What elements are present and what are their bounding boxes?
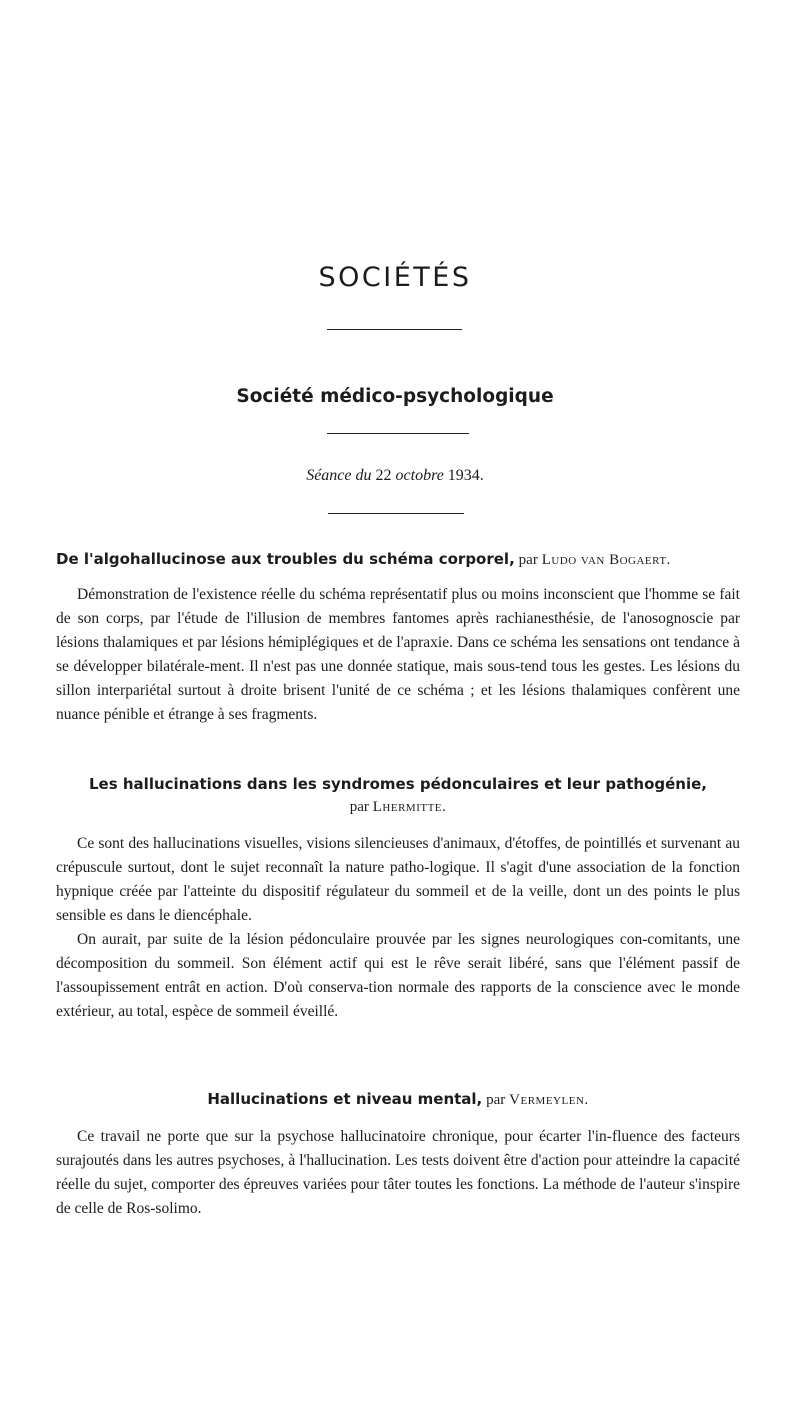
section-par: par [486,1092,506,1108]
section-heading [56,773,740,818]
section-paragraph: On aurait, par suite de la lésion pédonculaire prouvée par les signes neurologiques con-comitants, une décomposition du sommeil. Son élément actif qui est le rêve serait libéré, sans que l'élément passif de l'assoupissement entrât en action. D'où conserva-tion normale des rapports de la conscience avec le monde extérieur, au total, espèce de sommeil éveillé. [56,931,740,1020]
section-author: Ludo van Bogaert. [541,552,671,568]
section-paragraph: Ce travail ne porte que sur la psychose hallucinatoire chronique, pour écarter l'in-fluence des facteurs surajoutés dans les autres psychoses, à l'hallucination. Les tests doivent être d'action pour atteindre la capacité réelle du sujet, comporter des épreuves variées pour tâter toutes les fonctions. La méthode de l'auteur s'inspire de celle de Ros-solimo. [56,1128,740,1217]
section-heading [56,1088,740,1111]
session-divider [328,513,464,514]
society-title: Société médico-psychologique [236,386,554,407]
session-date [0,467,790,485]
section-niveau-mental [56,1088,740,1221]
section-heading [56,548,740,571]
session-year: 1934. [447,467,484,484]
section-title: Hallucinations et niveau mental, [207,1090,483,1108]
section-title: De l'algohallucinose aux troubles du schéma corporel, [56,550,515,568]
session-month: octobre [395,467,444,484]
society-divider [327,433,469,434]
section-author: Lhermitte. [372,799,447,815]
section-title: Les hallucinations dans les syndromes pédonculaires et leur pathogénie, [89,775,707,793]
section-par: par [349,799,369,815]
section-hallucinations-pedonculaires [56,773,740,1024]
section-algohallucinose [56,548,740,727]
section-par: par [518,552,538,568]
title-divider [327,329,462,330]
session-day: 22 [375,467,392,484]
page-title: SOCIÉTÉS [318,262,472,293]
section-paragraph: Démonstration de l'existence réelle du schéma représentatif plus ou moins inconscient que l'homme se fait de son corps, par l'étude de l'illusion de membres fantomes après rachianesthésie, de l'anosognoscie par lésions thalamiques et par lésions hémiplégiques et de l'apraxie. Dans ce schéma les sensations ont tendance à se développer bilatérale-ment. Il n'est pas une donnée statique, mais sous-tend tous les gestes. Les lésions du sillon interpariétal surtout à droite brisent l'unité de ce schéma ; et les lésions thalamiques confèrent une nuance pénible et étrange à ses fragments. [56,586,740,723]
section-author: Vermeylen. [509,1092,589,1108]
section-paragraph: Ce sont des hallucinations visuelles, visions silencieuses d'animaux, d'étoffes, de pointillés et survenant au crépuscule surtout, dont le sujet reconnaît la nature patho-logique. Il s'agit d'une association de la fonction hypnique créée par l'atteinte du dispositif régulateur du sommeil et de la veille, dont un des points le plus sensible es dans le diencéphale. [56,835,740,924]
session-label: Séance du [306,467,372,484]
